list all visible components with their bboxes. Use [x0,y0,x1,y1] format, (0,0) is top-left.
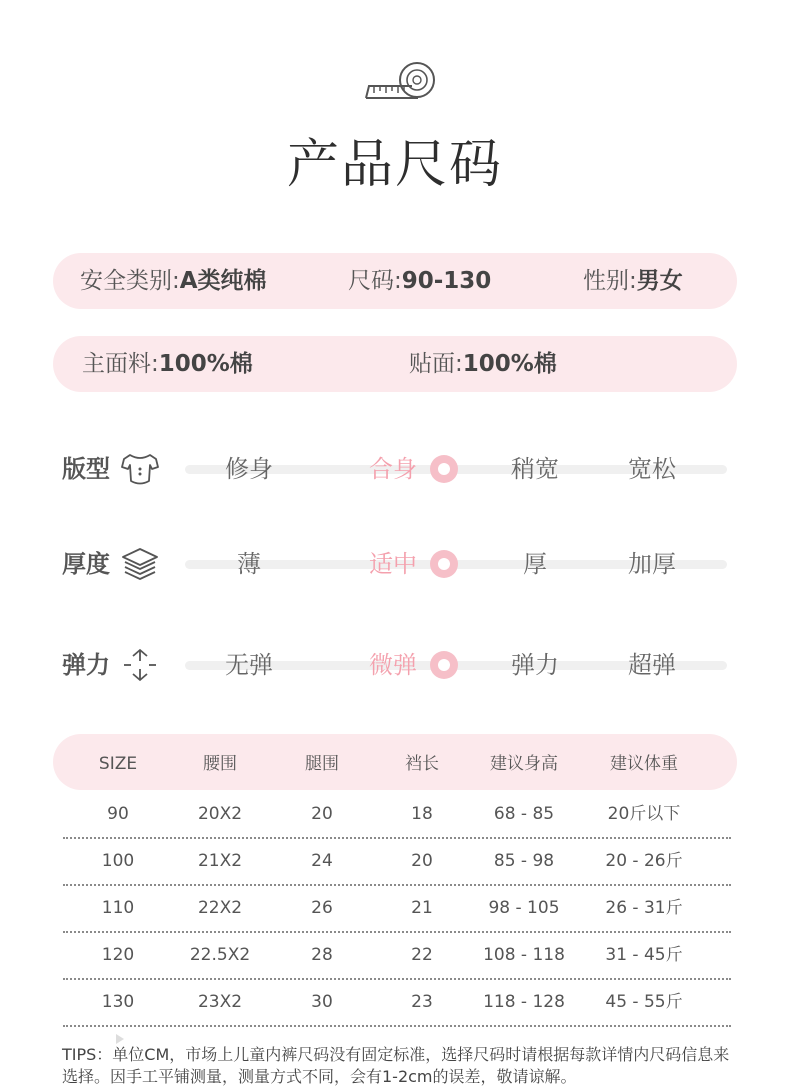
thickness-option-thick: 厚 [523,550,547,578]
size-range-value: 90-130 [401,268,492,294]
main-fabric [82,336,253,392]
table-row [0,933,790,980]
lining-fabric [409,336,557,392]
cell-weight: 20斤以下 [607,804,681,824]
cell-waist: 22.5X2 [189,945,251,965]
main-fabric-label: 主面料: [82,351,159,377]
table-row [0,980,790,1027]
safety-category-label: 安全类别: [80,268,180,294]
layers-icon [120,546,160,582]
thickness-option-thin: 薄 [237,550,261,578]
header-height: 建议身高 [490,754,558,774]
main-fabric-value: 100%棉 [158,351,253,377]
elasticity-option-super: 超弹 [628,651,676,679]
cell-waist: 22X2 [197,898,243,918]
table-row [0,839,790,886]
play-icon [116,1034,124,1044]
size-range-label: 尺码: [348,268,402,294]
cell-rise: 18 [411,804,433,824]
gender-label: 性别: [583,268,637,294]
cell-size: 90 [107,804,129,824]
cell-weight: 31 - 45斤 [605,945,683,965]
cell-size: 130 [101,992,135,1012]
cell-waist: 20X2 [197,804,243,824]
thickness-option-extra-thick: 加厚 [628,550,676,578]
cell-leg: 26 [311,898,333,918]
tape-measure-icon [362,58,438,104]
attribute-fit-label: 版型 [62,455,110,483]
onesie-icon [120,451,160,487]
thickness-option-medium: 适中 [369,550,417,578]
cell-height: 85 - 98 [493,851,555,871]
cell-waist: 21X2 [197,851,243,871]
size-table-header [53,734,737,790]
gender [583,253,683,309]
tips-text: TIPS：单位CM，市场上儿童内裤尺码没有固定标准，选择尺码时请根据每款详情内尺码信息来选择。因手工平铺测量，测量方式不同，会有1-2cm的误差，敬请谅解。 [62,1045,730,1086]
row-divider [63,1025,731,1027]
cell-rise: 22 [411,945,433,965]
elasticity-selected-marker [430,651,458,679]
attribute-fit [0,439,790,499]
product-info-row-1 [53,253,737,309]
cell-size: 100 [101,851,135,871]
elasticity-option-slight: 微弹 [369,651,417,679]
header-size: SIZE [98,754,138,774]
cell-waist: 23X2 [197,992,243,1012]
cell-leg: 20 [311,804,333,824]
fit-option-loose: 稍宽 [511,455,559,483]
page-title: 产品尺码 [286,135,503,195]
fit-option-relaxed: 宽松 [628,455,676,483]
table-row [0,886,790,933]
cell-size: 110 [101,898,135,918]
cell-leg: 24 [311,851,333,871]
cell-size: 120 [101,945,135,965]
cell-height: 68 - 85 [493,804,555,824]
stretch-icon [120,647,160,683]
cell-leg: 28 [311,945,333,965]
fit-selected-marker [430,455,458,483]
header-rise: 裆长 [405,754,439,774]
product-info-row-2 [53,336,737,392]
elasticity-option-stretch: 弹力 [511,651,559,679]
thickness-selected-marker [430,550,458,578]
table-row [0,792,790,839]
cell-rise: 23 [411,992,433,1012]
cell-height: 108 - 118 [483,945,565,965]
attribute-elasticity-label: 弹力 [62,651,110,679]
attribute-elasticity [0,635,790,695]
cell-height: 98 - 105 [488,898,560,918]
header-leg: 腿围 [305,754,339,774]
fit-option-slim: 修身 [225,455,273,483]
lining-fabric-label: 贴面: [409,351,463,377]
cell-weight: 45 - 55斤 [605,992,683,1012]
attribute-thickness [0,534,790,594]
attribute-thickness-label: 厚度 [62,550,110,578]
header-waist: 腰围 [203,754,237,774]
cell-rise: 21 [411,898,433,918]
cell-height: 118 - 128 [483,992,565,1012]
cell-rise: 20 [411,851,433,871]
safety-category [80,253,267,309]
fit-option-regular: 合身 [369,455,417,483]
header-weight: 建议体重 [610,754,678,774]
cell-weight: 26 - 31斤 [605,898,683,918]
gender-value: 男女 [636,268,683,294]
cell-weight: 20 - 26斤 [605,851,683,871]
size-range [348,253,491,309]
elasticity-option-none: 无弹 [225,651,273,679]
lining-fabric-value: 100%棉 [462,351,557,377]
cell-leg: 30 [311,992,333,1012]
safety-category-value: A类纯棉 [179,268,267,294]
